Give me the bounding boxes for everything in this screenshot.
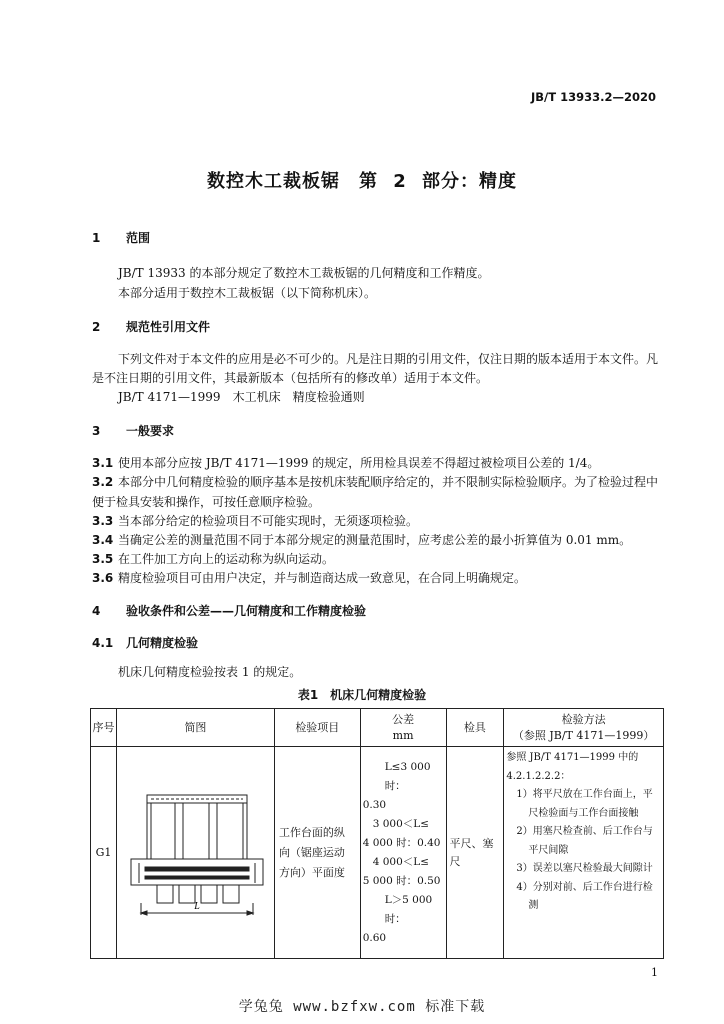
page-number: 1 <box>651 966 658 979</box>
section-3-heading: 3 一般要求 <box>92 424 175 438</box>
row-tool: 平尺、塞尺 <box>446 747 504 959</box>
row-tolerance: L≤3 000 时： 0.30 3 000＜L≤ 4 000 时：0.40 4 000＜L≤ 5 000 时：0.50 L＞5 000 时： 0.60 <box>360 747 446 959</box>
row-item: 工作台面的纵向（锯座运动方向）平面度 <box>274 747 360 959</box>
section-4-1-paragraph: 机床几何精度检验按表 1 的规定。 <box>118 665 302 679</box>
section-1-heading: 1 范围 <box>92 231 151 245</box>
header-sketch: 简图 <box>116 709 274 747</box>
clause-3-5: 3.5 在工件加工方向上的运动称为纵向运动。 <box>92 552 335 566</box>
section-2-reference: JB/T 4171—1999 木工机床 精度检验通则 <box>118 390 365 404</box>
clause-3-3: 3.3 当本部分给定的检验项目不可能实现时，无须逐项检验。 <box>92 514 419 528</box>
sketch-label-l: L <box>194 900 201 912</box>
row-seq: G1 <box>91 747 117 959</box>
section-4-1-heading: 4.1 几何精度检验 <box>92 636 199 650</box>
header-tool: 检具 <box>446 709 504 747</box>
table-caption: 表1 机床几何精度检验 <box>297 688 427 702</box>
flatness-sketch-diagram <box>117 763 273 943</box>
row-sketch <box>116 747 274 959</box>
table-header-row <box>91 709 664 747</box>
footer-watermark: 学兔兔 www.bzfxw.com 标准下载 <box>238 999 486 1015</box>
header-seq: 序号 <box>91 709 117 747</box>
clause-3-6: 3.6 精度检验项目可由用户决定，并与制造商达成一致意见，在合同上明确规定。 <box>92 571 527 585</box>
clause-3-4: 3.4 当确定公差的测量范围不同于本部分规定的测量范围时，应考虑公差的最小折算值为 0.01 mm。 <box>92 533 632 547</box>
row-method: 参照 JB/T 4171—1999 中的 4.2.1.2.2.2： 1）将平尺放在工作台面上，平尺检验面与工作台面接触 2）用塞尺检查前、后工作台与平尺间隙 3）误差以塞尺检验最大间隙计 4）分别对前、后工作台进行检测 <box>504 747 664 959</box>
section-2-paragraph: 下列文件对于本文件的应用是必不可少的。凡是注日期的引用文件，仅注日期的版本适用于本文件。凡是不注日期的引用文件，其最新版本（包括所有的修改单）适用于本文件。 <box>92 352 659 385</box>
table-row <box>91 747 664 959</box>
clause-3-1: 3.1 使用本部分应按 JB/T 4171—1999 的规定，所用检具误差不得超过被检项目公差的 1/4。 <box>92 456 600 470</box>
geometric-accuracy-table <box>90 708 664 959</box>
clause-3-2: 3.2 本部分中几何精度检验的顺序基本是按机床装配顺序给定的，并不限制实际检验顺序。为了检验过程中便于检具安装和操作，可按任意顺序检验。 <box>92 475 659 509</box>
section-4-heading: 4 验收条件和公差——几何精度和工作精度检验 <box>92 604 367 618</box>
section-1-line-2: 本部分适用于数控木工裁板锯（以下简称机床）。 <box>118 286 377 300</box>
header-tolerance: 公差 mm <box>360 709 446 747</box>
document-title: 数控木工裁板锯 第 2 部分：精度 <box>206 171 518 192</box>
section-2-heading: 2 规范性引用文件 <box>92 320 211 334</box>
header-item: 检验项目 <box>274 709 360 747</box>
header-method: 检验方法 （参照 JB/T 4171—1999） <box>504 709 664 747</box>
standard-number: JB/T 13933.2—2020 <box>531 90 656 104</box>
section-1-line-1: JB/T 13933 的本部分规定了数控木工裁板锯的几何精度和工作精度。 <box>118 266 490 280</box>
